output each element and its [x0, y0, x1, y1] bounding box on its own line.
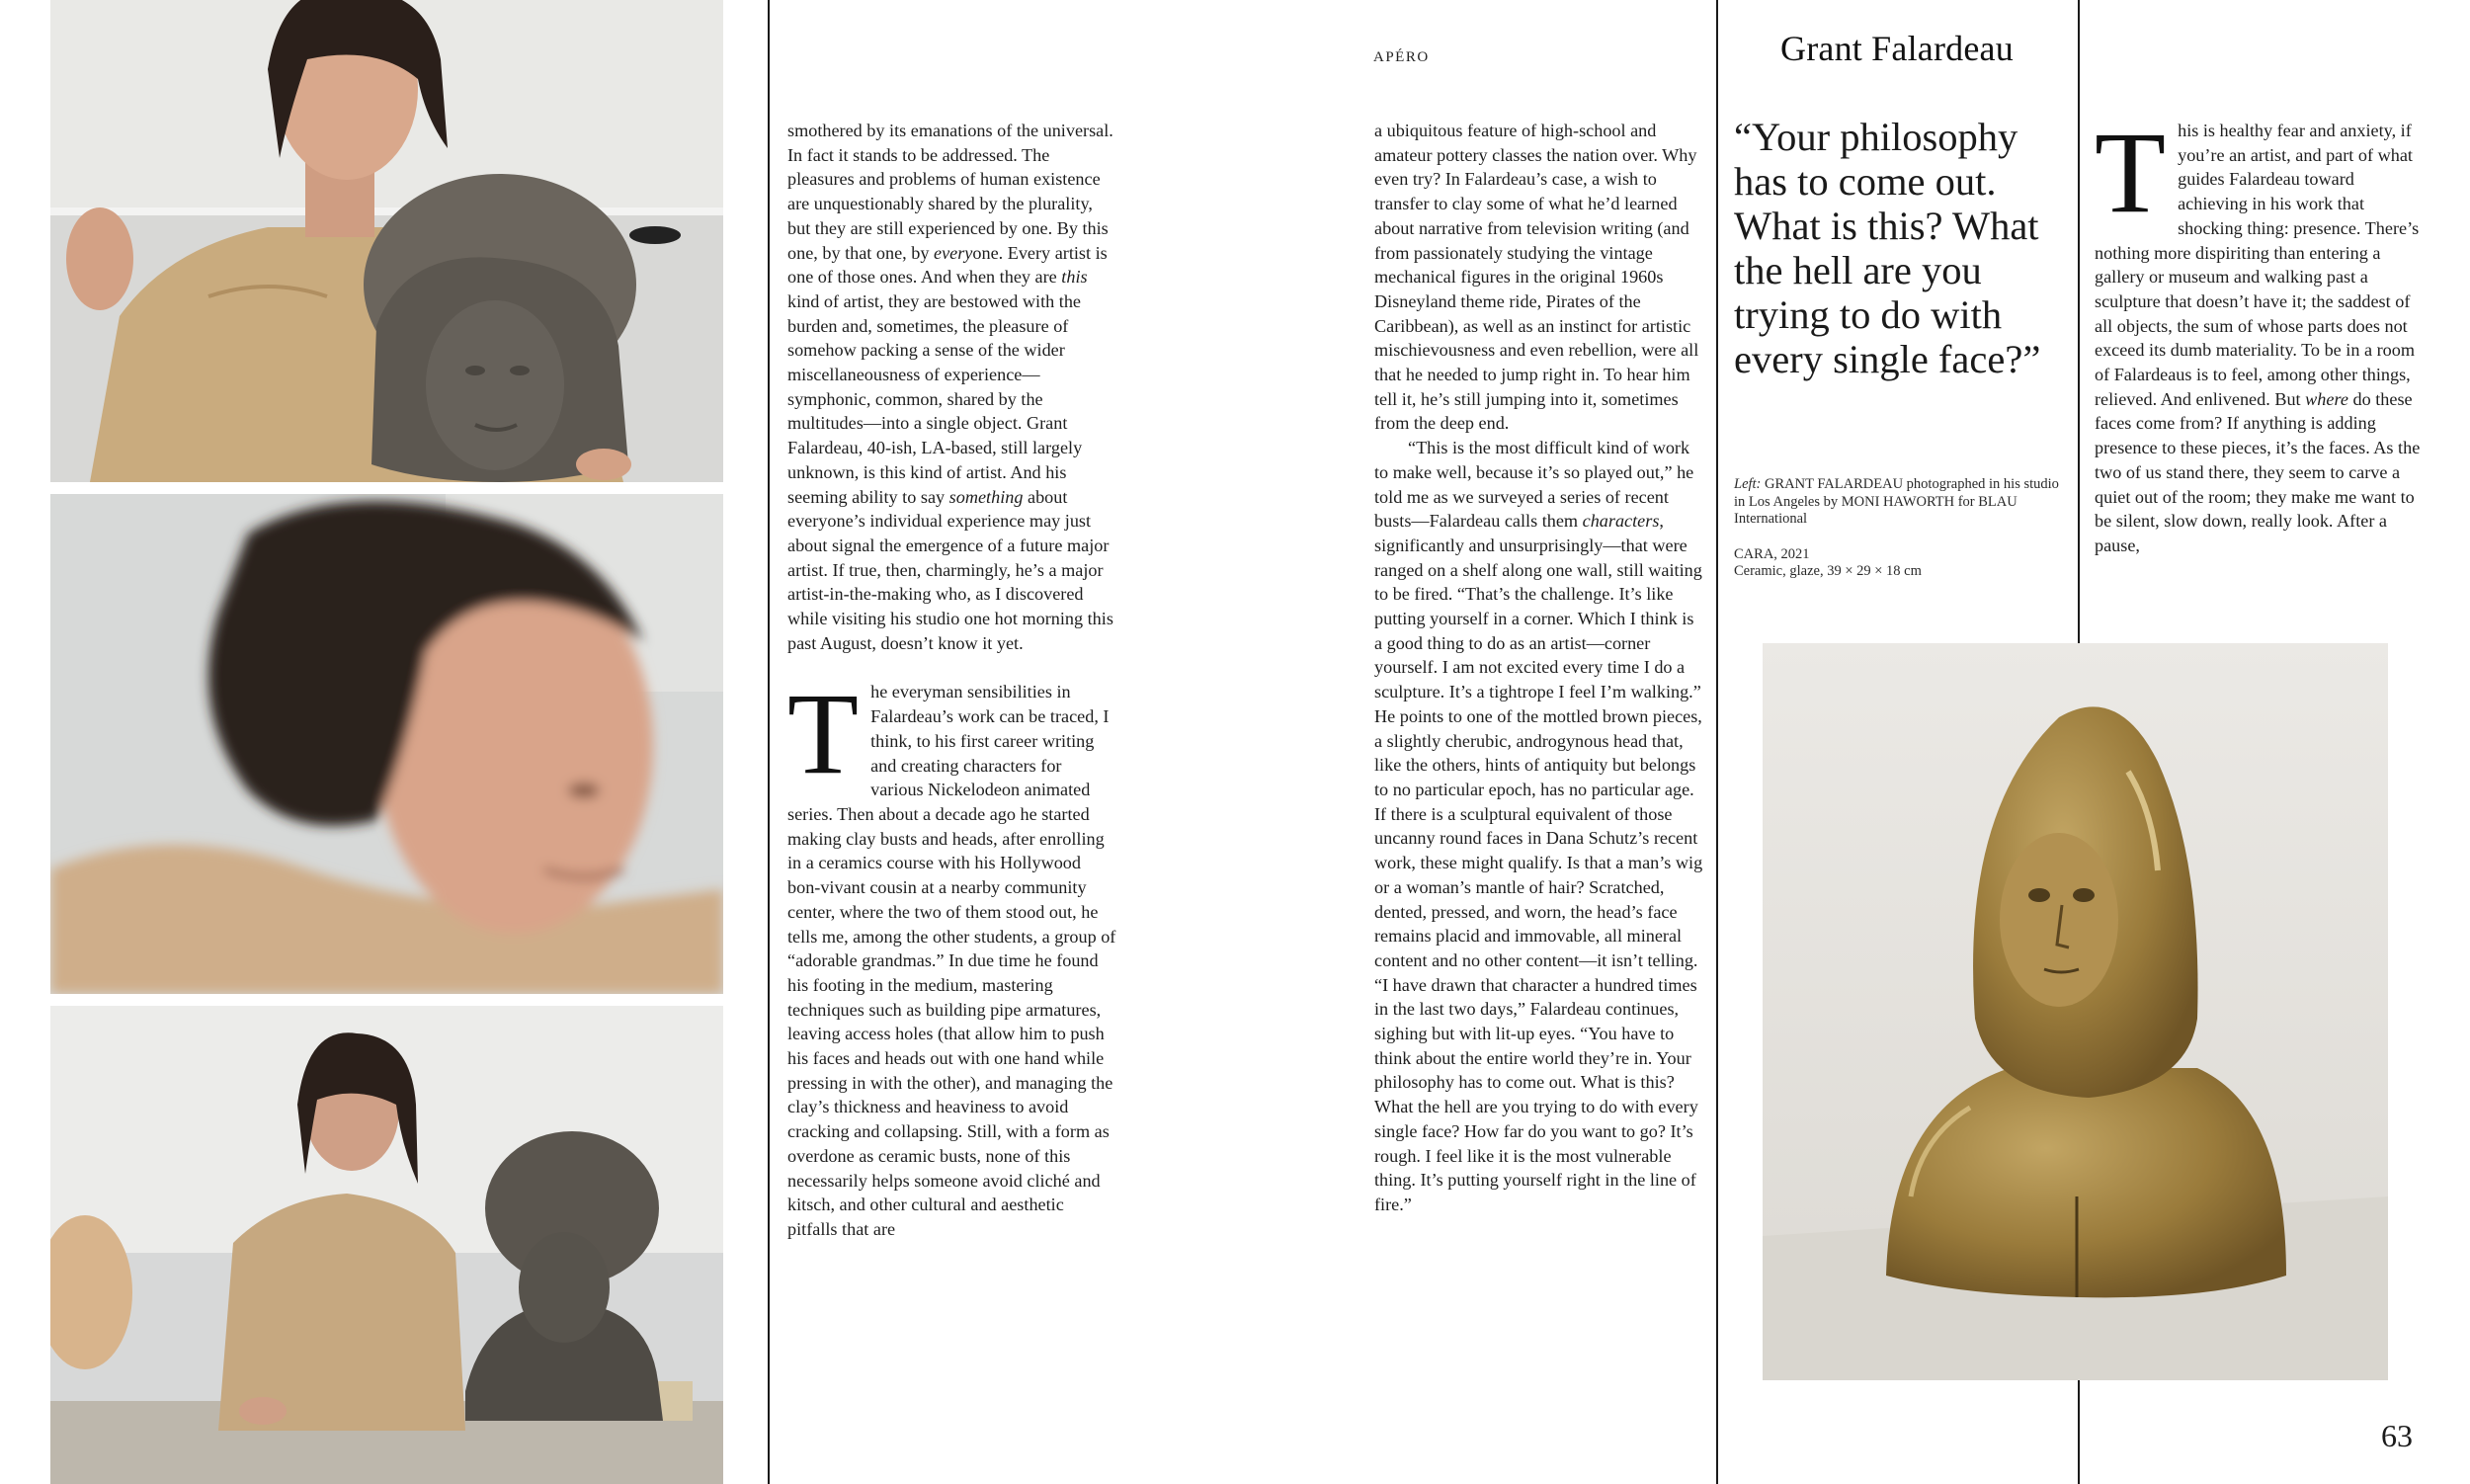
page-number: 63 [2381, 1418, 2413, 1453]
photo-sculpture-cara [1763, 643, 2388, 1380]
photo-artist-closeup [50, 494, 723, 994]
drop-cap: T [787, 669, 860, 799]
section-label: APÉRO [1373, 49, 1430, 65]
photo-credit: Left: GRANT FALARDEAU photographed in his studio in Los Angeles by MONI HAWORTH for BLAU International [1734, 476, 2059, 527]
pull-quote: “Your philosophy has to come out. What is this? What the hell are you trying to do with every single face?” [1734, 115, 2041, 381]
photo-artist-holding-bust [50, 0, 723, 482]
body-column-3 [2095, 108, 2423, 558]
column-rule-left [768, 0, 770, 1484]
photo-caption [1734, 476, 2070, 599]
drop-cap: T [2095, 108, 2167, 237]
body-paragraph: This is healthy fear and anxiety, if you’re an artist, and part of what guides Falardeau toward achieving in his work that shocking thing: presence. There’s nothing more dispiriting than entering a gallery or museum and walking past a sculpture that doesn’t have it; the saddest of all objects, the sum of whose parts does not exceed its dumb materiality. To be in a room of Falardeaus is to feel, among other things, relieved. And enlivened. But where do these faces come from? If anything is adding presence to these pieces, it’s the faces. As the two of us stand there, they seem to carve a quiet out of the room; they make me want to be silent, slow down, really look. After a pause, [2095, 108, 2421, 555]
body-column-2 [1374, 119, 1703, 1217]
column-rule-middle [1716, 0, 1718, 1484]
body-paragraph: a ubiquitous feature of high-school and amateur pottery classes the nation over. Why even try? In Falardeau’s case, a wish to transfer to clay some of what he’d learned about narrative from television writing (and from passionately studying the vintage mechanical figures in the original 1960s Disneyland theme ride, Pirates of the Caribbean), as well as an instinct for artistic mischievousness and even rebellion, were all that he needed to jump right in. To hear him tell it, he’s still jumping into it, sometimes from the deep end. [1374, 121, 1699, 434]
artwork-info: CARA, 2021 Ceramic, glaze, 39 × 29 × 18 cm [1734, 545, 1922, 579]
body-paragraph: The everyman sensibilities in Falardeau’s work can be traced, I think, to his first career writing and creating characters for various Nickelodeon animated series. Then about a decade ago he started making clay busts and heads, after enrolling in a ceramics course with his Hollywood bon-vivant cousin at a nearby community center, where the two of them stood out, he tells me, among the other students, a group of “adorable grandmas.” In due time he found his footing in the medium, mastering techniques such as building pipe armatures, leaving access holes (that allow him to push his faces and heads out with one hand while pressing in with the other), and managing the clay’s thickness and heaviness to avoid cracking and collapsing. Still, with a form as overdone as ceramic busts, none of this necessarily helps someone avoid cliché and kitsch, and other cultural and aesthetic pitfalls that are [787, 669, 1116, 1239]
body-paragraph: smothered by its emanations of the universal. In fact it stands to be addressed. The pleasures and problems of human existence are unquestionably shared by the plurality, but they are still experienced by one. By this one, by that one, by everyone. Every artist is one of those ones. And when they are this kind of artist, they are bestowed with the burden and, sometimes, the pleasure of somehow packing a sense of the wider miscellaneousness of experience—symphonic, common, shared by the multitudes—into a single object. Grant Falardeau, 40-ish, LA-based, still largely unknown, is this kind of artist. And his seeming ability to say something about everyone’s individual experience may just about signal the emergence of a future major artist. If true, then, charmingly, he’s a major artist-in-the-making who, as I discovered while visiting his studio one hot morning this past August, doesn’t know it yet. [787, 121, 1113, 653]
body-paragraph: “This is the most difficult kind of work to make well, because it’s so played out,” he told me as we surveyed a series of recent busts—Falardeau calls them characters, significantly and unsurprisingly—that were ranged on a shelf along one wall, still waiting to be fired. “That’s the challenge. It’s like putting yourself in a corner. Which I think is a good thing to do as an artist—corner yourself. I am not excited every time I do a sculpture. It’s a tightrope I feel I’m walking.” He points to one of the mottled brown pieces, a slightly cherubic, androgynous head that, like the others, hints of antiquity but belongs to no particular epoch, has no particular age. If there is a sculptural equivalent of those uncanny round faces in Dana Schutz’s recent work, these might qualify. Is that a man’s wig or a woman’s mantle of hair? Scratched, dented, pressed, and worn, the head’s face remains placid and immovable, all mineral content and no other content—it isn’t telling. “I have drawn that character a hundred times in the last two days,” Falardeau continues, sighing but with lit-up eyes. “You have to think about the entire world they’re in. Your philosophy has to come out. What is this? What the hell are you trying to do with every single face? How far do you want to go? It’s rough. I feel like it is the most vulnerable thing. It’s putting yourself right in the line of fire.” [1374, 438, 1703, 1214]
artist-name-heading: Grant Falardeau [1780, 29, 2014, 68]
body-column-1 [787, 119, 1116, 1242]
photo-artist-studio [50, 1006, 723, 1484]
